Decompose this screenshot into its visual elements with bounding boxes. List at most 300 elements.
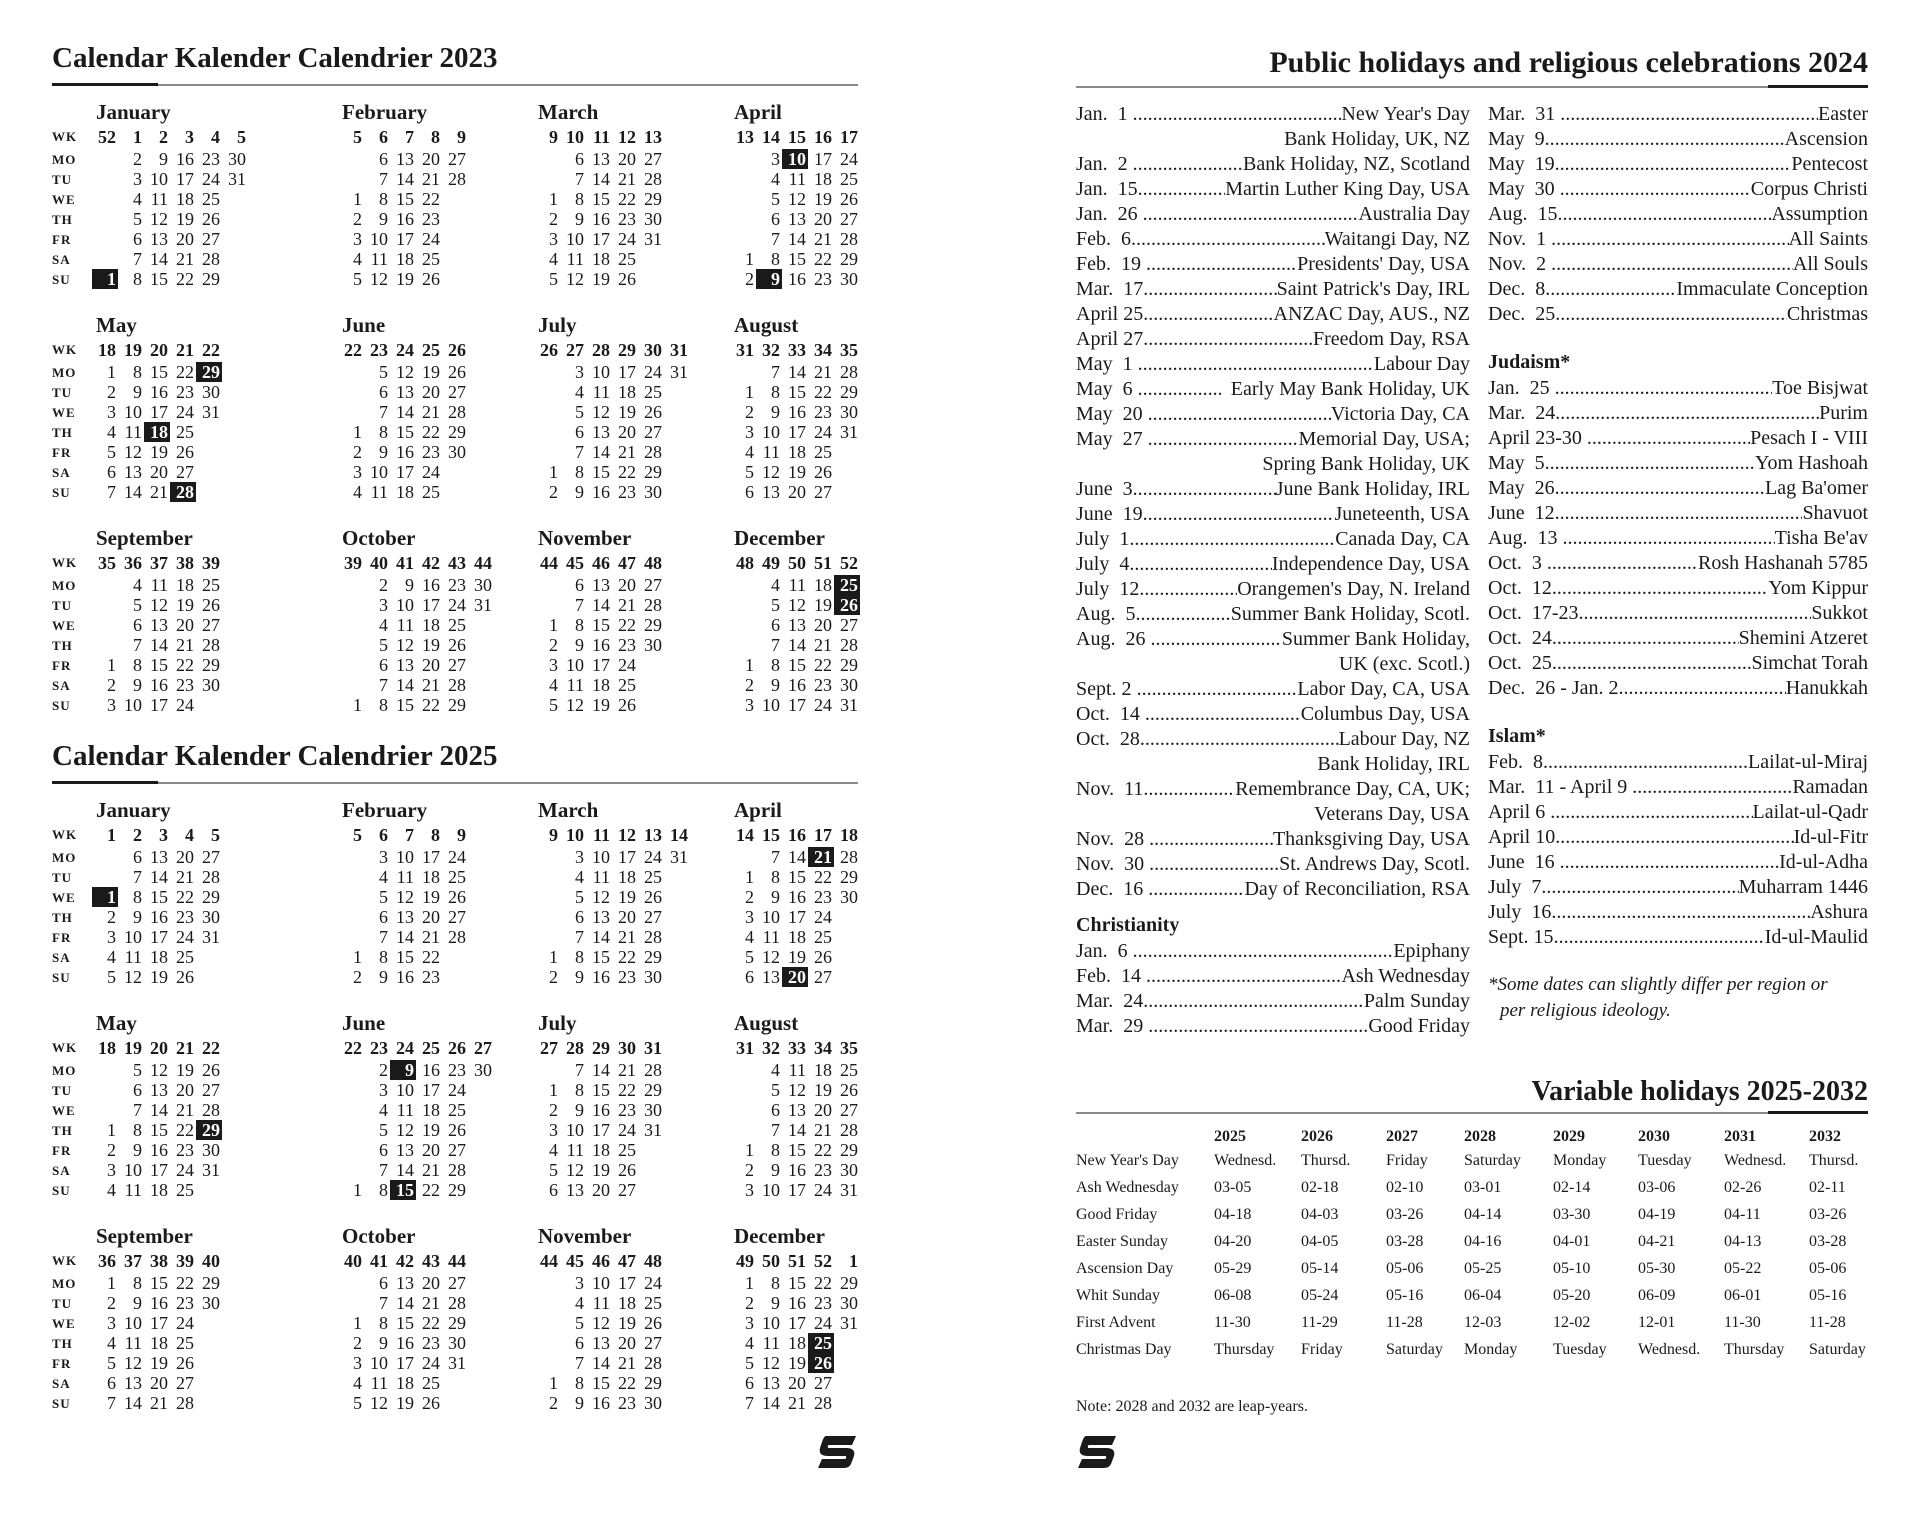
day-number: 20 [814, 1100, 832, 1120]
day-number: 21 [814, 1120, 832, 1140]
day-number: 21 [176, 635, 194, 655]
holiday-entry [1488, 875, 1868, 899]
holiday-date: Nov. 11 [1076, 778, 1144, 800]
day-number: 19 [618, 887, 636, 907]
week-number: 20 [150, 1038, 168, 1058]
holiday-date-cell: 03-01 [1464, 1179, 1502, 1196]
day-number: 22 [618, 462, 636, 482]
day-number: 18 [150, 1333, 168, 1353]
day-number: 3 [133, 169, 142, 189]
week-number-row [52, 823, 252, 845]
day-number: 5 [771, 189, 780, 209]
day-row-we [494, 615, 694, 635]
dot-leader [1133, 102, 1342, 126]
month-name: July [538, 313, 577, 337]
week-label: WK [52, 827, 78, 842]
holiday-name: Ash Wednesday [1341, 965, 1470, 987]
holiday-name: Ramadan [1792, 776, 1868, 798]
week-number-row [690, 125, 890, 147]
day-number: 23 [618, 1393, 636, 1413]
month-september [52, 526, 252, 726]
day-row-sa [494, 947, 694, 967]
week-number: 2 [133, 825, 142, 845]
day-number: 18 [788, 927, 806, 947]
day-row-we [690, 1313, 890, 1333]
weekday-label: SU [52, 1183, 71, 1198]
holiday-entry [1076, 702, 1470, 726]
day-number: 2 [549, 482, 558, 502]
day-number: 19 [396, 1393, 414, 1413]
holiday-entry [1076, 1014, 1470, 1038]
day-number: 1 [745, 867, 754, 887]
month-name: April [734, 798, 782, 822]
day-number: 29 [202, 1273, 220, 1293]
month-name: January [96, 798, 171, 822]
day-number: 13 [124, 462, 142, 482]
day-number: 19 [592, 1160, 610, 1180]
holiday-name: Corpus Christi [1750, 178, 1868, 200]
day-number: 10 [566, 655, 584, 675]
day-number: 12 [124, 967, 142, 987]
day-number: 25 [176, 1180, 194, 1200]
day-number: 23 [814, 1293, 832, 1313]
day-row-sa [494, 1160, 694, 1180]
day-row-mo [690, 1060, 890, 1080]
day-number: 28 [202, 867, 220, 887]
day-number: 29 [448, 1180, 466, 1200]
day-number: 5 [575, 887, 584, 907]
day-number: 31 [670, 362, 688, 382]
week-number: 47 [618, 553, 636, 573]
dot-leader [1560, 102, 1818, 126]
day-number: 23 [618, 209, 636, 229]
day-number: 18 [176, 575, 194, 595]
holiday-name: Assumption [1771, 203, 1868, 225]
holiday-entry [1488, 501, 1868, 525]
day-number: 31 [670, 847, 688, 867]
day-number: 21 [618, 595, 636, 615]
day-number: 25 [448, 867, 466, 887]
day-number: 23 [618, 482, 636, 502]
day-number: 15 [150, 269, 168, 289]
day-number: 15 [150, 655, 168, 675]
day-number: 29 [644, 947, 662, 967]
holiday-name: Saint Patrick's Day, IRL [1276, 278, 1470, 300]
day-number: 18 [814, 575, 832, 595]
day-number: 12 [762, 1353, 780, 1373]
day-number: 21 [422, 675, 440, 695]
day-row-fr [494, 655, 694, 675]
day-number: 8 [575, 462, 584, 482]
day-number: 1 [745, 382, 754, 402]
day-row-th [690, 1120, 890, 1140]
day-number: 23 [618, 967, 636, 987]
day-number: 21 [814, 229, 832, 249]
holiday-date: May 5 [1488, 452, 1545, 474]
day-number: 17 [150, 695, 168, 715]
dot-leader [1133, 939, 1394, 963]
day-row-fr [52, 1140, 252, 1160]
holiday-entry [1076, 577, 1470, 601]
week-number: 5 [353, 127, 362, 147]
holiday-row-label: First Advent [1076, 1314, 1156, 1331]
holiday-entry [1488, 252, 1868, 276]
day-number: 18 [592, 1140, 610, 1160]
day-number: 7 [771, 229, 780, 249]
dot-leader [1555, 401, 1819, 425]
day-number: 22 [618, 1373, 636, 1393]
day-number: 1 [353, 1313, 362, 1333]
holiday-date: Mar. 24 [1488, 402, 1556, 424]
day-number: 20 [422, 655, 440, 675]
holiday-name: Yom Hashoah [1755, 452, 1868, 474]
day-number: 3 [745, 1180, 754, 1200]
day-number: 1 [353, 695, 362, 715]
day-row-fr [52, 229, 252, 249]
day-row-su [298, 1180, 498, 1200]
dot-leader [1552, 576, 1768, 600]
week-label: WK [52, 555, 78, 570]
week-number: 26 [448, 340, 466, 360]
day-number: 4 [353, 249, 362, 269]
day-number: 24 [814, 695, 832, 715]
dot-leader [1149, 852, 1279, 876]
month-january [52, 798, 252, 998]
dot-leader [1545, 127, 1785, 151]
day-number: 1 [549, 189, 558, 209]
day-number: 7 [379, 1160, 388, 1180]
week-number: 33 [788, 340, 806, 360]
day-number: 10 [396, 847, 414, 867]
day-number: 24 [644, 847, 662, 867]
day-number: 5 [379, 887, 388, 907]
day-number: 5 [353, 1393, 362, 1413]
holiday-name: New Year's Day [1341, 103, 1470, 125]
holiday-entry [1076, 477, 1470, 501]
holiday-date: Jan. 2 [1076, 153, 1133, 175]
day-number: 16 [788, 675, 806, 695]
week-number: 35 [98, 553, 116, 573]
week-number: 12 [618, 825, 636, 845]
day-number: 16 [592, 209, 610, 229]
day-number: 20 [150, 1373, 168, 1393]
week-number-row [690, 551, 890, 573]
day-number: 17 [618, 847, 636, 867]
day-number: 24 [448, 1080, 466, 1100]
day-number: 10 [124, 1313, 142, 1333]
day-number: 21 [618, 927, 636, 947]
day-number: 26 [618, 695, 636, 715]
day-number: 17 [396, 229, 414, 249]
day-number: 3 [107, 1313, 116, 1333]
holiday-date: Oct. 28 [1076, 728, 1140, 750]
day-number: 18 [422, 1100, 440, 1120]
day-number: 5 [745, 462, 754, 482]
day-row-mo [52, 149, 252, 169]
holiday-name: Palm Sunday [1363, 990, 1470, 1012]
day-number: 25 [840, 1060, 858, 1080]
week-number-row [494, 823, 694, 845]
day-number: 17 [150, 927, 168, 947]
day-number: 18 [814, 169, 832, 189]
holiday-date-cell: 05-06 [1809, 1260, 1847, 1277]
holiday-date-cell: 11-28 [1809, 1314, 1846, 1331]
week-number: 21 [176, 1038, 194, 1058]
day-number: 16 [788, 1160, 806, 1180]
week-number: 29 [592, 1038, 610, 1058]
week-number: 44 [540, 1251, 558, 1271]
day-number: 20 [788, 1373, 806, 1393]
day-number: 6 [379, 655, 388, 675]
day-number: 18 [814, 1060, 832, 1080]
holiday-entry [1076, 202, 1470, 226]
day-number: 23 [422, 442, 440, 462]
day-number: 8 [575, 1080, 584, 1100]
day-number: 27 [448, 382, 466, 402]
day-number: 23 [814, 402, 832, 422]
day-number: 4 [133, 189, 142, 209]
day-row-fr [690, 927, 890, 947]
day-row-th [494, 1333, 694, 1353]
day-number: 13 [396, 1273, 414, 1293]
day-number: 16 [422, 575, 440, 595]
day-number: 18 [592, 249, 610, 269]
day-row-su [298, 967, 498, 987]
month-august [690, 1011, 890, 1211]
day-number: 22 [814, 382, 832, 402]
day-row-fr [298, 442, 498, 462]
day-number: 22 [814, 655, 832, 675]
holiday-highlighted-day: 25 [808, 1333, 834, 1353]
day-number: 13 [788, 615, 806, 635]
week-number: 35 [840, 1038, 858, 1058]
month-name: November [538, 526, 632, 550]
holiday-date: June 19 [1076, 503, 1143, 525]
day-number: 31 [228, 169, 246, 189]
weekday-label: SU [52, 485, 71, 500]
day-row-tu [690, 1293, 890, 1313]
day-number: 30 [202, 907, 220, 927]
holiday-date-cell: 04-16 [1464, 1233, 1502, 1250]
day-row-tu [298, 1293, 498, 1313]
holiday-highlighted-day: 9 [756, 269, 782, 289]
day-number: 6 [379, 1273, 388, 1293]
day-row-sa [298, 675, 498, 695]
day-number: 16 [396, 209, 414, 229]
day-number: 27 [448, 907, 466, 927]
holiday-name: Lailat-ul-Miraj [1748, 751, 1868, 773]
dot-leader [1555, 476, 1765, 500]
day-number: 5 [745, 1353, 754, 1373]
day-number: 20 [422, 149, 440, 169]
day-number: 20 [422, 1140, 440, 1160]
week-number: 1 [133, 127, 142, 147]
month-january [52, 100, 252, 300]
day-number: 4 [353, 482, 362, 502]
day-number: 3 [353, 1353, 362, 1373]
day-number: 18 [396, 249, 414, 269]
holiday-entry [1488, 800, 1868, 824]
month-december [690, 526, 890, 726]
day-number: 6 [133, 229, 142, 249]
holiday-date: June 16 [1488, 851, 1560, 873]
month-september [52, 1224, 252, 1424]
dot-leader [1137, 677, 1298, 701]
day-number: 28 [448, 1293, 466, 1313]
day-number: 2 [745, 1160, 754, 1180]
day-number: 7 [133, 249, 142, 269]
day-number: 12 [150, 595, 168, 615]
holiday-name: Christmas [1786, 303, 1868, 325]
holiday-date: Oct. 25 [1488, 652, 1552, 674]
day-number: 31 [202, 927, 220, 947]
calendar-2023-grid [52, 100, 858, 740]
day-row-th [298, 1333, 498, 1353]
day-number: 2 [379, 1060, 388, 1080]
holiday-entry [1488, 302, 1868, 326]
day-row-su [494, 1180, 694, 1200]
holiday-entry [1076, 502, 1470, 526]
holiday-entry [1488, 900, 1868, 924]
holiday-date: Mar. 31 [1488, 103, 1561, 125]
week-number: 14 [762, 127, 780, 147]
day-number: 29 [448, 695, 466, 715]
section-heading: Islam* [1488, 725, 1546, 747]
day-number: 12 [592, 1313, 610, 1333]
day-number: 18 [592, 675, 610, 695]
day-number: 20 [592, 1180, 610, 1200]
dot-leader [1550, 800, 1752, 824]
week-number: 28 [592, 340, 610, 360]
day-number: 28 [448, 169, 466, 189]
dot-leader [1148, 402, 1331, 426]
holiday-date-cell: 03-28 [1809, 1233, 1847, 1250]
day-number: 29 [644, 189, 662, 209]
day-number: 11 [370, 249, 388, 269]
day-number: 15 [150, 362, 168, 382]
day-number: 7 [133, 1100, 142, 1120]
holiday-row-label: Christmas Day [1076, 1341, 1172, 1358]
weekday-label: MO [52, 365, 77, 380]
holiday-date: July 7 [1488, 876, 1542, 898]
day-number: 25 [644, 382, 662, 402]
day-number: 25 [176, 422, 194, 442]
day-number: 14 [150, 635, 168, 655]
day-row-th [298, 907, 498, 927]
holiday-name: Epiphany [1393, 940, 1470, 962]
day-row-sa [298, 462, 498, 482]
holiday-date: July 12 [1076, 578, 1140, 600]
day-row-we [52, 1313, 252, 1333]
day-number: 14 [788, 229, 806, 249]
week-number: 5 [211, 825, 220, 845]
day-number: 5 [133, 209, 142, 229]
month-february [298, 798, 498, 998]
holiday-name: Early May Bank Holiday, UK [1220, 378, 1470, 400]
holiday-date: Oct. 12 [1488, 577, 1552, 599]
week-number: 31 [736, 340, 754, 360]
day-row-sa [690, 947, 890, 967]
day-number: 30 [840, 1160, 858, 1180]
holiday-date-cell: 05-30 [1638, 1260, 1676, 1277]
day-number: 10 [762, 695, 780, 715]
day-number: 20 [618, 575, 636, 595]
day-number: 2 [745, 887, 754, 907]
day-number: 23 [448, 1060, 466, 1080]
day-number: 19 [422, 362, 440, 382]
week-number: 15 [762, 825, 780, 845]
holiday-continuation: Veterans Day, USA [1314, 803, 1470, 825]
day-number: 11 [788, 169, 806, 189]
day-number: 22 [618, 947, 636, 967]
day-number: 19 [592, 695, 610, 715]
day-number: 6 [379, 382, 388, 402]
holiday-entry [1076, 989, 1470, 1013]
holiday-date: April 6 [1488, 801, 1551, 823]
weekday-label: FR [52, 658, 72, 673]
day-number: 16 [396, 1333, 414, 1353]
week-number: 48 [644, 553, 662, 573]
day-number: 8 [575, 1373, 584, 1393]
day-number: 27 [202, 1080, 220, 1100]
holiday-date-cell: 05-25 [1464, 1260, 1502, 1277]
day-number: 30 [644, 1100, 662, 1120]
holiday-date-cell: 02-26 [1724, 1179, 1762, 1196]
day-number: 27 [176, 1373, 194, 1393]
week-number: 27 [566, 340, 584, 360]
day-number: 27 [618, 1180, 636, 1200]
title-rule-accent [52, 83, 158, 86]
day-number: 24 [176, 1160, 194, 1180]
week-number: 51 [814, 553, 832, 573]
day-number: 10 [762, 1313, 780, 1333]
day-number: 15 [592, 947, 610, 967]
day-number: 28 [840, 229, 858, 249]
holiday-entry [1076, 352, 1470, 376]
day-row-su [494, 1393, 694, 1413]
weekday-label: SU [52, 970, 71, 985]
day-number: 19 [422, 1120, 440, 1140]
day-number: 31 [448, 1353, 466, 1373]
day-number: 16 [788, 1293, 806, 1313]
holiday-date-cell: 05-29 [1214, 1260, 1252, 1277]
day-number: 11 [762, 442, 780, 462]
dot-leader [1551, 900, 1810, 924]
week-number: 27 [540, 1038, 558, 1058]
holiday-entry [1076, 277, 1470, 301]
day-row-tu [52, 1080, 252, 1100]
holiday-name: Sukkot [1811, 602, 1868, 624]
day-number: 10 [566, 1120, 584, 1140]
day-number: 6 [745, 1373, 754, 1393]
holiday-date-cell: 05-06 [1386, 1260, 1424, 1277]
day-number: 21 [618, 169, 636, 189]
day-number: 9 [379, 442, 388, 462]
day-number: 28 [644, 442, 662, 462]
day-row-we [690, 402, 890, 422]
day-number: 21 [618, 1060, 636, 1080]
day-number: 17 [788, 1180, 806, 1200]
day-number: 23 [422, 1333, 440, 1353]
day-number: 11 [788, 575, 806, 595]
holiday-date-cell: 05-24 [1301, 1287, 1339, 1304]
day-number: 23 [618, 1100, 636, 1120]
day-number: 19 [788, 947, 806, 967]
dot-leader [1555, 376, 1773, 400]
day-number: 27 [644, 575, 662, 595]
day-number: 4 [745, 442, 754, 462]
holiday-date: Dec. 26 - Jan. 2 [1488, 677, 1619, 699]
